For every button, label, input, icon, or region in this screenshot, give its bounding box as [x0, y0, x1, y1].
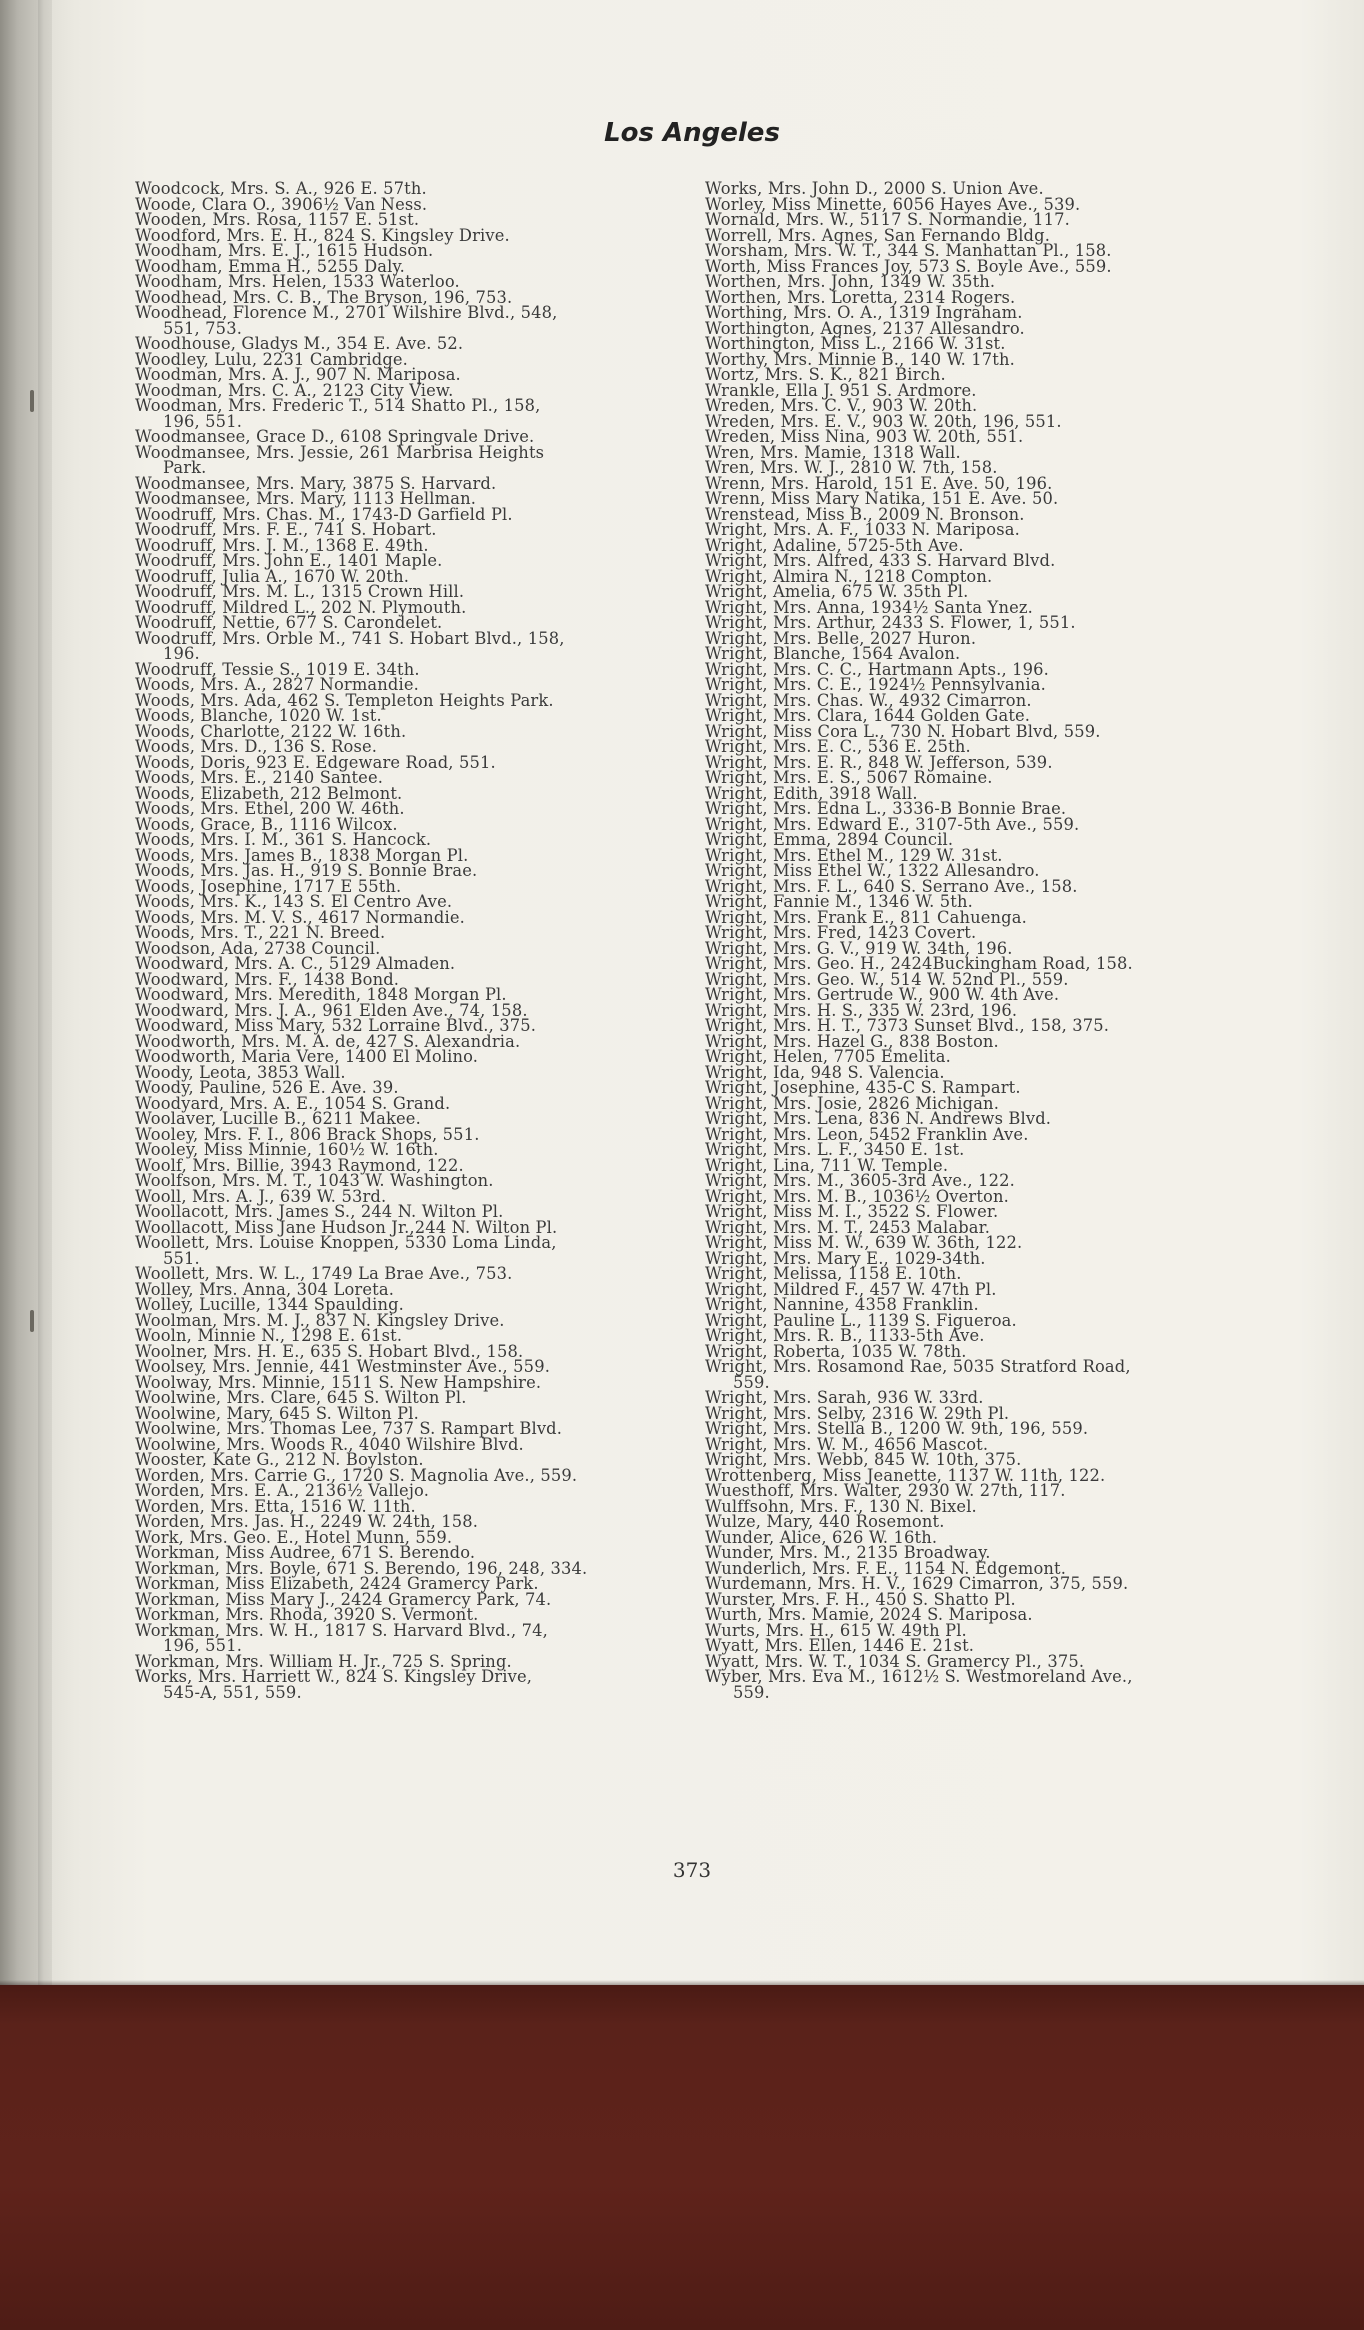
entry-line: Wright, Mrs. C. E., 1924½ Pennsylvania. [705, 675, 1046, 694]
entry-line: Woody, Leota, 3853 Wall. [135, 1062, 346, 1082]
entry-line: Woodward, Mrs. Meredith, 1848 Morgan Pl. [135, 985, 507, 1004]
directory-entry [135, 1235, 695, 1266]
entry-line: Wright, Melissa, 1158 E. 10th. [705, 1264, 962, 1283]
entry-line: Wurth, Mrs. Mamie, 2024 S. Mariposa. [705, 1605, 1033, 1624]
directory-entry [705, 1669, 1265, 1700]
entry-line: Workman, Miss Mary J., 2424 Gramercy Park, 74. [135, 1589, 552, 1609]
entry-line: Wright, Mrs. Belle, 2027 Huron. [705, 628, 977, 648]
directory-entry [135, 1669, 695, 1700]
entry-line: Woodruff, Mrs. John E., 1401 Maple. [135, 551, 443, 570]
entry-line: Wright, Mrs. L. F., 3450 E. 1st. [705, 1140, 965, 1159]
entry-line: Worthen, Mrs. John, 1349 W. 35th. [705, 272, 996, 291]
directory-column-left [135, 181, 695, 1700]
entry-line: Wright, Almira N., 1218 Compton. [705, 566, 993, 586]
entry-line: Wright, Mrs. F. L., 640 S. Serrano Ave., 158. [705, 876, 1078, 896]
entry-line: Woodyard, Mrs. A. E., 1054 S. Grand. [135, 1093, 451, 1113]
entry-line: Wright, Mrs. R. B., 1133-5th Ave. [705, 1326, 985, 1345]
entry-line: Woods, Grace, B., 1116 Wilcox. [135, 814, 398, 834]
entry-line: Woolwine, Mrs. Clare, 645 S. Wilton Pl. [135, 1388, 467, 1407]
entry-continuation: 559. [733, 1372, 770, 1392]
entry-line: Woodman, Mrs. C. A., 2123 City View. [135, 380, 454, 400]
entry-line: Woodmansee, Mrs. Jessie, 261 Marbrisa Heights [135, 442, 545, 462]
entry-line: Woodman, Mrs. A. J., 907 N. Mariposa. [135, 365, 461, 384]
entry-line: Woodworth, Mrs. M. A. de, 427 S. Alexandria. [135, 1031, 521, 1051]
entry-line: Woodham, Mrs. Helen, 1533 Waterloo. [135, 272, 460, 291]
entry-line: Woodmansee, Grace D., 6108 Springvale Drive. [135, 427, 535, 446]
entry-line: Wright, Mrs. Josie, 2826 Michigan. [705, 1093, 1000, 1113]
entry-line: Woodhead, Mrs. C. B., The Bryson, 196, 753. [135, 287, 513, 307]
entry-line: Woods, Josephine, 1717 E 55th. [135, 876, 402, 896]
entry-line: Wright, Mrs. Mary E., 1029-34th. [705, 1248, 986, 1268]
entry-line: Workman, Miss Elizabeth, 2424 Gramercy Park. [135, 1574, 539, 1593]
entry-line: Wright, Nannine, 4358 Franklin. [705, 1295, 979, 1314]
entry-line: Wright, Blanche, 1564 Avalon. [705, 644, 961, 663]
entry-line: Wreden, Miss Nina, 903 W. 20th, 551. [705, 427, 1024, 446]
entry-continuation: Park. [163, 458, 207, 477]
entry-line: Woodley, Lulu, 2231 Cambridge. [135, 349, 409, 369]
directory-entry [135, 398, 695, 429]
entry-line: Woolsey, Mrs. Jennie, 441 Westminster Ave., 559. [135, 1357, 551, 1376]
entry-line: Wright, Mrs. E. S., 5067 Romaine. [705, 768, 993, 787]
entry-line: Wright, Miss M. I., 3522 S. Flower. [705, 1202, 999, 1221]
entry-line: Wright, Mildred F., 457 W. 47th Pl. [705, 1279, 997, 1299]
entry-line: Woodruff, Mrs. J. M., 1368 E. 49th. [135, 535, 429, 555]
entry-line: Wright, Mrs. M., 3605-3rd Ave., 122. [705, 1171, 1015, 1190]
entry-continuation: 196. [163, 644, 200, 663]
entry-line: Wreden, Mrs. E. V., 903 W. 20th, 196, 551. [705, 411, 1062, 431]
entry-line: Woodson, Ada, 2738 Council. [135, 938, 381, 958]
entry-line: Wright, Mrs. Geo. H., 2424Buckingham Road, 158. [705, 954, 1133, 973]
entry-line: Woods, Mrs. K., 143 S. El Centro Ave. [135, 892, 453, 911]
entry-line: Wulze, Mary, 440 Rosemont. [705, 1512, 945, 1531]
entry-line: Worthington, Agnes, 2137 Allesandro. [705, 318, 1025, 338]
entry-line: Wunder, Alice, 626 W. 16th. [705, 1527, 938, 1547]
book-cover-background [0, 1985, 1364, 2330]
entry-line: Woolner, Mrs. H. E., 635 S. Hobart Blvd., 158. [135, 1341, 524, 1361]
entry-line: Wright, Adaline, 5725-5th Ave. [705, 535, 964, 555]
entry-line: Wright, Amelia, 675 W. 35th Pl. [705, 582, 969, 601]
entry-line: Wooll, Mrs. A. J., 639 W. 53rd. [135, 1186, 387, 1206]
entry-line: Woody, Pauline, 526 E. Ave. 39. [135, 1078, 399, 1097]
entry-line: Woods, Mrs. E., 2140 Santee. [135, 768, 384, 787]
directory-entry [135, 628, 695, 663]
entry-line: Worrell, Mrs. Agnes, San Fernando Bldg. [705, 225, 1051, 245]
entry-line: Woods, Mrs. D., 136 S. Rose. [135, 737, 378, 756]
entry-line: Wolley, Lucille, 1344 Spaulding. [135, 1295, 404, 1314]
entry-line: Wooley, Miss Minnie, 160½ W. 16th. [135, 1140, 439, 1159]
entry-line: Wooster, Kate G., 212 N. Boylston. [135, 1450, 424, 1469]
entry-line: Wright, Mrs. H. T., 7373 Sunset Blvd., 158, 375. [705, 1016, 1110, 1035]
entry-line: Wright, Mrs. Rosamond Rae, 5035 Stratford Road, [705, 1357, 1131, 1376]
entry-line: Worden, Mrs. E. A., 2136½ Vallejo. [135, 1481, 430, 1500]
entry-line: Wright, Mrs. Selby, 2316 W. 29th Pl. [705, 1403, 1010, 1423]
entry-continuation: 196, 551. [163, 1636, 243, 1655]
entry-line: Works, Mrs. John D., 2000 S. Union Ave. [705, 179, 1044, 198]
entry-line: Wright, Miss M. W., 639 W. 36th, 122. [705, 1233, 1023, 1252]
entry-line: Wreden, Mrs. C. V., 903 W. 20th. [705, 396, 978, 415]
binding-shadow [38, 0, 44, 1985]
entry-line: Woodham, Emma H., 5255 Daly. [135, 256, 405, 276]
entry-line: Wunder, Mrs. M., 2135 Broadway. [705, 1543, 991, 1562]
entry-line: Works, Mrs. Harriett W., 824 S. Kingsley Drive, [135, 1667, 533, 1686]
entry-line: Woolman, Mrs. M. J., 837 N. Kingsley Drive. [135, 1310, 505, 1330]
entry-line: Wright, Lina, 711 W. Temple. [705, 1155, 949, 1175]
entry-line: Woodford, Mrs. E. H., 824 S. Kingsley Drive. [135, 225, 510, 245]
entry-line: Wurdemann, Mrs. H. V., 1629 Cimarron, 375, 559. [705, 1574, 1129, 1593]
entry-line: Wren, Mrs. Mamie, 1318 Wall. [705, 442, 961, 462]
entry-line: Woods, Charlotte, 2122 W. 16th. [135, 721, 407, 741]
entry-line: Wright, Miss Ethel W., 1322 Allesandro. [705, 861, 1040, 880]
entry-line: Wright, Mrs. C. C., Hartmann Apts., 196. [705, 659, 1049, 679]
entry-line: Woolwine, Mrs. Woods R., 4040 Wilshire Blvd. [135, 1434, 524, 1454]
directory-entry [135, 442, 695, 477]
entry-line: Wright, Roberta, 1035 W. 78th. [705, 1341, 967, 1361]
entry-line: Woodham, Mrs. E. J., 1615 Hudson. [135, 241, 434, 260]
entry-line: Worley, Miss Minette, 6056 Hayes Ave., 539. [705, 194, 1081, 214]
entry-line: Worthington, Miss L., 2166 W. 31st. [705, 334, 1006, 353]
entry-line: Wright, Mrs. Edna L., 3336-B Bonnie Brae. [705, 799, 1067, 818]
entry-line: Wulffsohn, Mrs. F., 130 N. Bixel. [705, 1496, 977, 1516]
entry-line: Woodcock, Mrs. S. A., 926 E. 57th. [135, 179, 427, 198]
entry-line: Wrankle, Ella J. 951 S. Ardmore. [705, 380, 977, 400]
entry-line: Wunderlich, Mrs. F. E., 1154 N. Edgemont. [705, 1558, 1067, 1578]
entry-line: Woolwine, Mrs. Thomas Lee, 737 S. Rampart Blvd. [135, 1419, 563, 1438]
entry-line: Woodward, Mrs. J. A., 961 Elden Ave., 74, 158. [135, 1000, 528, 1020]
entry-line: Wright, Mrs. Edward E., 3107-5th Ave., 559. [705, 814, 1080, 834]
entry-line: Wright, Mrs. Leon, 5452 Franklin Ave. [705, 1124, 1029, 1144]
entry-line: Workman, Mrs. William H. Jr., 725 S. Spring. [135, 1651, 512, 1671]
entry-line: Wright, Mrs. Frank E., 811 Cahuenga. [705, 907, 1027, 927]
entry-line: Wright, Fannie M., 1346 W. 5th. [705, 892, 973, 911]
entry-line: Wrottenberg, Miss Jeanette, 1137 W. 11th, 122. [705, 1465, 1106, 1485]
entry-line: Wright, Edith, 3918 Wall. [705, 783, 918, 803]
entry-line: Woolwine, Mary, 645 S. Wilton Pl. [135, 1403, 419, 1423]
entry-line: Woods, Mrs. A., 2827 Normandie. [135, 675, 419, 694]
entry-line: Woodworth, Maria Vere, 1400 El Molino. [135, 1047, 479, 1066]
entry-line: Woodhead, Florence M., 2701 Wilshire Blvd., 548, [135, 303, 558, 322]
entry-line: Wright, Mrs. Geo. W., 514 W. 52nd Pl., 559. [705, 969, 1069, 989]
entry-line: Wright, Mrs. Gertrude W., 900 W. 4th Ave. [705, 985, 1060, 1004]
directory-column-right [705, 181, 1265, 1700]
entry-line: Wolley, Mrs. Anna, 304 Loreta. [135, 1279, 395, 1299]
entry-line: Woods, Elizabeth, 212 Belmont. [135, 783, 403, 803]
entry-line: Wooden, Mrs. Rosa, 1157 E. 51st. [135, 210, 420, 229]
entry-line: Woodruff, Mrs. F. E., 741 S. Hobart. [135, 520, 437, 539]
entry-line: Worsham, Mrs. W. T., 344 S. Manhattan Pl., 158. [705, 241, 1112, 260]
entry-line: Wuesthoff, Mrs. Walter, 2930 W. 27th, 117. [705, 1481, 1066, 1500]
entry-line: Wright, Mrs. Fred, 1423 Covert. [705, 923, 977, 942]
entry-line: Woolaver, Lucille B., 6211 Makee. [135, 1109, 421, 1128]
entry-line: Worden, Mrs. Etta, 1516 W. 11th. [135, 1496, 416, 1516]
entry-line: Woolfson, Mrs. M. T., 1043 W. Washington. [135, 1171, 494, 1190]
entry-line: Woodruff, Nettie, 677 S. Carondelet. [135, 613, 443, 632]
entry-line: Wright, Mrs. M. T., 2453 Malabar. [705, 1217, 991, 1237]
entry-line: Woods, Doris, 923 E. Edgeware Road, 551. [135, 752, 496, 772]
entry-line: Wright, Mrs. Webb, 845 W. 10th, 375. [705, 1450, 1022, 1469]
entry-line: Wright, Mrs. A. F., 1033 N. Mariposa. [705, 520, 1020, 539]
entry-line: Wright, Mrs. G. V., 919 W. 34th, 196. [705, 938, 1013, 958]
entry-line: Woodhouse, Gladys M., 354 E. Ave. 52. [135, 334, 464, 353]
entry-line: Wright, Mrs. Ethel M., 129 W. 31st. [705, 845, 1003, 865]
entry-line: Wright, Emma, 2894 Council. [705, 830, 954, 849]
entry-line: Woods, Mrs. James B., 1838 Morgan Pl. [135, 845, 469, 865]
entry-line: Wyatt, Mrs. Ellen, 1446 E. 21st. [705, 1636, 975, 1655]
entry-line: Worth, Miss Frances Joy, 573 S. Boyle Ave., 559. [705, 256, 1112, 276]
binding-gutter [0, 0, 52, 1985]
entry-continuation: 559. [733, 1682, 770, 1702]
page-number: 373 [672, 1858, 712, 1882]
entry-line: Workman, Mrs. W. H., 1817 S. Harvard Blvd., 74, [135, 1620, 548, 1640]
edge-mark [30, 390, 34, 412]
entry-line: Woodruff, Tessie S., 1019 E. 34th. [135, 659, 420, 679]
directory-entry [135, 1620, 695, 1655]
entry-line: Wrenn, Mrs. Harold, 151 E. Ave. 50, 196. [705, 473, 1053, 493]
entry-line: Wright, Mrs. Arthur, 2433 S. Flower, 1, 551. [705, 613, 1076, 632]
entry-line: Wright, Mrs. Hazel G., 838 Boston. [705, 1031, 999, 1051]
entry-line: Wooln, Minnie N., 1298 E. 61st. [135, 1326, 403, 1345]
entry-line: Worthy, Mrs. Minnie B., 140 W. 17th. [705, 349, 1015, 369]
entry-continuation: 545-A, 551, 559. [163, 1682, 302, 1702]
entry-continuation: 551, 753. [163, 318, 243, 338]
entry-continuation: 551. [163, 1248, 200, 1268]
entry-line: Wright, Helen, 7705 Emelita. [705, 1047, 951, 1066]
entry-line: Wright, Mrs. Chas. W., 4932 Cimarron. [705, 690, 1032, 710]
entry-line: Wright, Mrs. H. S., 335 W. 23rd, 196. [705, 1000, 1018, 1020]
page-title: Los Angeles [604, 118, 780, 148]
entry-line: Wortz, Mrs. S. K., 821 Birch. [705, 365, 946, 384]
entry-line: Worden, Mrs. Carrie G., 1720 S. Magnolia Ave., 559. [135, 1465, 578, 1485]
entry-line: Workman, Mrs. Rhoda, 3920 S. Vermont. [135, 1605, 479, 1624]
entry-line: Wurster, Mrs. F. H., 450 S. Shatto Pl. [705, 1589, 1016, 1609]
entry-line: Woollett, Mrs. W. L., 1749 La Brae Ave., 753. [135, 1264, 513, 1283]
entry-line: Woods, Mrs. M. V. S., 4617 Normandie. [135, 907, 465, 927]
entry-line: Workman, Miss Audree, 671 S. Berendo. [135, 1543, 476, 1562]
entry-line: Wright, Mrs. Stella B., 1200 W. 9th, 196, 559. [705, 1419, 1089, 1438]
entry-line: Worthen, Mrs. Loretta, 2314 Rogers. [705, 287, 1016, 307]
entry-line: Wright, Mrs. M. B., 1036½ Overton. [705, 1186, 1009, 1206]
entry-line: Woolf, Mrs. Billie, 3943 Raymond, 122. [135, 1155, 464, 1175]
entry-line: Work, Mrs. Geo. E., Hotel Munn, 559. [135, 1527, 453, 1547]
entry-line: Wright, Mrs. E. C., 536 E. 25th. [705, 737, 971, 756]
entry-line: Wren, Mrs. W. J., 2810 W. 7th, 158. [705, 458, 998, 477]
entry-line: Woodward, Mrs. F., 1438 Bond. [135, 969, 400, 989]
entry-line: Wornald, Mrs. W., 5117 S. Normandie, 117. [705, 210, 1070, 229]
directory-entry [135, 305, 695, 336]
entry-line: Woods, Mrs. I. M., 361 S. Hancock. [135, 830, 432, 849]
entry-line: Wright, Mrs. Clara, 1644 Golden Gate. [705, 706, 1031, 725]
entry-line: Wooley, Mrs. F. I., 806 Brack Shops, 551. [135, 1124, 480, 1144]
entry-line: Woodruff, Julia A., 1670 W. 20th. [135, 566, 410, 586]
entry-line: Woode, Clara O., 3906½ Van Ness. [135, 194, 428, 214]
entry-line: Woodruff, Mrs. Orble M., 741 S. Hobart Blvd., 158, [135, 628, 565, 648]
entry-line: Woodmansee, Mrs. Mary, 3875 S. Harvard. [135, 473, 497, 493]
entry-line: Woodruff, Mrs. Chas. M., 1743-D Garfield Pl. [135, 504, 513, 524]
entry-line: Wright, Josephine, 435-C S. Rampart. [705, 1078, 1021, 1097]
entry-line: Wurts, Mrs. H., 615 W. 49th Pl. [705, 1620, 967, 1640]
entry-line: Woolway, Mrs. Minnie, 1511 S. New Hampshire. [135, 1372, 542, 1392]
entry-line: Worden, Mrs. Jas. H., 2249 W. 24th, 158. [135, 1512, 479, 1531]
entry-line: Woodward, Miss Mary, 532 Lorraine Blvd., 375. [135, 1016, 537, 1035]
entry-line: Wright, Mrs. W. M., 4656 Mascot. [705, 1434, 989, 1454]
entry-line: Wright, Mrs. E. R., 848 W. Jefferson, 539. [705, 752, 1053, 772]
entry-line: Woodward, Mrs. A. C., 5129 Almaden. [135, 954, 456, 973]
directory-entry [705, 1359, 1265, 1390]
entry-line: Wright, Pauline L., 1139 S. Figueroa. [705, 1310, 1017, 1330]
entry-line: Woods, Mrs. Ada, 462 S. Templeton Heights Park. [135, 690, 554, 710]
entry-line: Woollett, Mrs. Louise Knoppen, 5330 Loma Linda, [135, 1233, 557, 1252]
entry-line: Wyber, Mrs. Eva M., 1612½ S. Westmoreland Ave., [705, 1667, 1133, 1686]
entry-line: Woollacott, Miss Jane Hudson Jr.,244 N. Wilton Pl. [135, 1217, 558, 1237]
entry-line: Wright, Miss Cora L., 730 N. Hobart Blvd, 559. [705, 721, 1101, 741]
entry-line: Wrenstead, Miss B., 2009 N. Bronson. [705, 504, 1025, 524]
entry-line: Wright, Mrs. Anna, 1934½ Santa Ynez. [705, 597, 1033, 617]
edge-mark [30, 1310, 34, 1332]
entry-line: Wright, Mrs. Sarah, 936 W. 33rd. [705, 1388, 984, 1407]
entry-line: Woods, Mrs. T., 221 N. Breed. [135, 923, 386, 942]
entry-line: Woods, Mrs. Jas. H., 919 S. Bonnie Brae. [135, 861, 478, 880]
entry-line: Wyatt, Mrs. W. T., 1034 S. Gramercy Pl., 375. [705, 1651, 1085, 1671]
entry-line: Wright, Mrs. Lena, 836 N. Andrews Blvd. [705, 1109, 1052, 1128]
entry-line: Workman, Mrs. Boyle, 671 S. Berendo, 196, 248, 334. [135, 1558, 588, 1578]
entry-line: Woollacott, Mrs. James S., 244 N. Wilton Pl. [135, 1202, 504, 1221]
entry-line: Wright, Mrs. Alfred, 433 S. Harvard Blvd. [705, 551, 1056, 570]
entry-line: Woodruff, Mildred L., 202 N. Plymouth. [135, 597, 467, 617]
entry-line: Wrenn, Miss Mary Natika, 151 E. Ave. 50. [705, 489, 1059, 508]
entry-continuation: 196, 551. [163, 411, 243, 431]
entry-line: Woodmansee, Mrs. Mary, 1113 Hellman. [135, 489, 477, 508]
entry-line: Worthing, Mrs. O. A., 1319 Ingraham. [705, 303, 1023, 322]
entry-line: Woodman, Mrs. Frederic T., 514 Shatto Pl., 158, [135, 396, 541, 415]
entry-line: Woods, Mrs. Ethel, 200 W. 46th. [135, 799, 405, 818]
entry-line: Wright, Ida, 948 S. Valencia. [705, 1062, 945, 1082]
entry-line: Woods, Blanche, 1020 W. 1st. [135, 706, 382, 725]
entry-line: Woodruff, Mrs. M. L., 1315 Crown Hill. [135, 582, 465, 601]
